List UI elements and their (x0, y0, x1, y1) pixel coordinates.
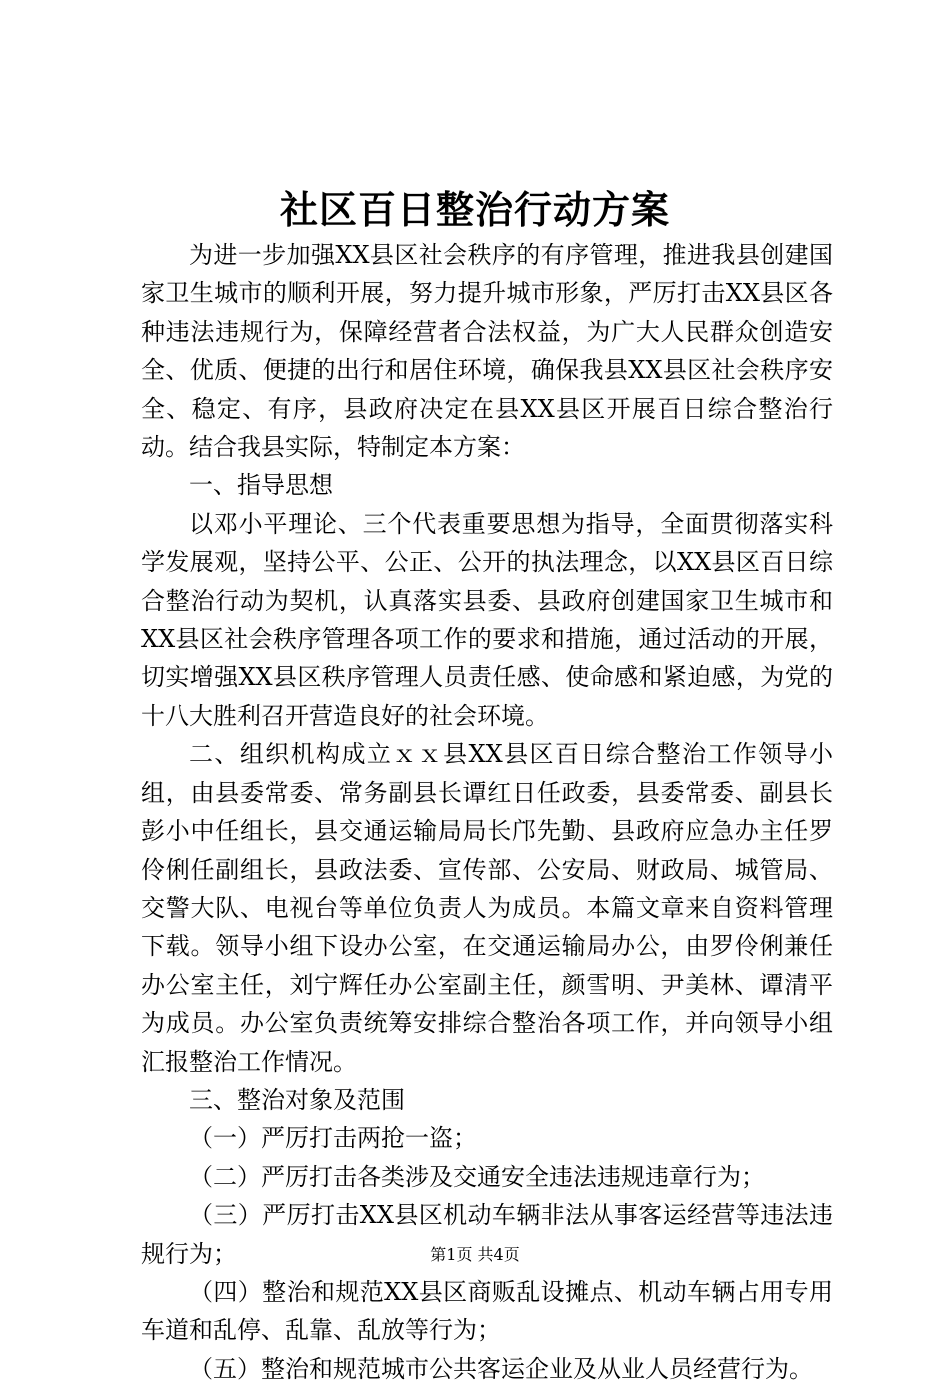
section-heading-guiding-ideology: 一、指导思想 (189, 471, 333, 500)
scope-item-3: （三）严厉打击XX县区机动车辆非法从事客运经营等违法违规行为； (141, 1201, 833, 1268)
organization-paragraph: 二、组织机构成立ｘｘ县XX县区百日综合整治工作领导小组，由县委常委、常务副县长谭红日任政委，县委常委、副县长彭小中任组长，县交通运输局局长邝先勤、县政府应急办主任罗伶俐任副组长，县政法委、宣传部、公安局、财政局、城管局、交警大队、电视台等单位负责人为成员。本篇文章来自资料管理下载。领导小组下设办公室，在交通运输局办公，由罗伶俐兼任办公室主任，刘宁辉任办公室副主任，颜雪明、尹美林、谭清平为成员。办公室负责统筹安排综合整治各项工作，并向领导小组汇报整治工作情况。 (141, 740, 833, 1076)
guiding-ideology-paragraph: 以邓小平理论、三个代表重要思想为指导，全面贯彻落实科学发展观，坚持公平、公正、公开的执法理念，以XX县区百日综合整治行动为契机，认真落实县委、县政府创建国家卫生城市和XX县区社会秩序管理各项工作的要求和措施，通过活动的开展，切实增强XX县区秩序管理人员责任感、使命感和紧迫感，为党的十八大胜利召开营造良好的社会环境。 (141, 509, 833, 730)
intro-paragraph: 为进一步加强XX县区社会秩序的有序管理，推进我县创建国家卫生城市的顺利开展，努力提升城市形象，严厉打击XX县区各种违法违规行为，保障经营者合法权益，为广大人民群众创造安全、优质、便捷的出行和居住环境，确保我县XX县区社会秩序安全、稳定、有序，县政府决定在县XX县区开展百日综合整治行动。结合我县实际，特制定本方案： (141, 241, 833, 462)
scope-item-4: （四）整治和规范XX县区商贩乱设摊点、机动车辆占用专用车道和乱停、乱靠、乱放等行为； (141, 1277, 833, 1345)
page-footer: 第1页 共4页 (430, 1245, 520, 1264)
document-title: 社区百日整治行动方案 (279, 187, 670, 232)
scope-item-1: （一）严厉打击两抢一盗； (189, 1124, 477, 1153)
document-body (141, 236, 833, 1388)
section-heading-targets-scope: 三、整治对象及范围 (189, 1085, 405, 1114)
scope-item-2: （二）严厉打击各类涉及交通安全违法违规违章行为； (189, 1162, 765, 1191)
scope-item-5: （五）整治和规范城市公共客运企业及从业人员经营行为。 (189, 1354, 813, 1383)
